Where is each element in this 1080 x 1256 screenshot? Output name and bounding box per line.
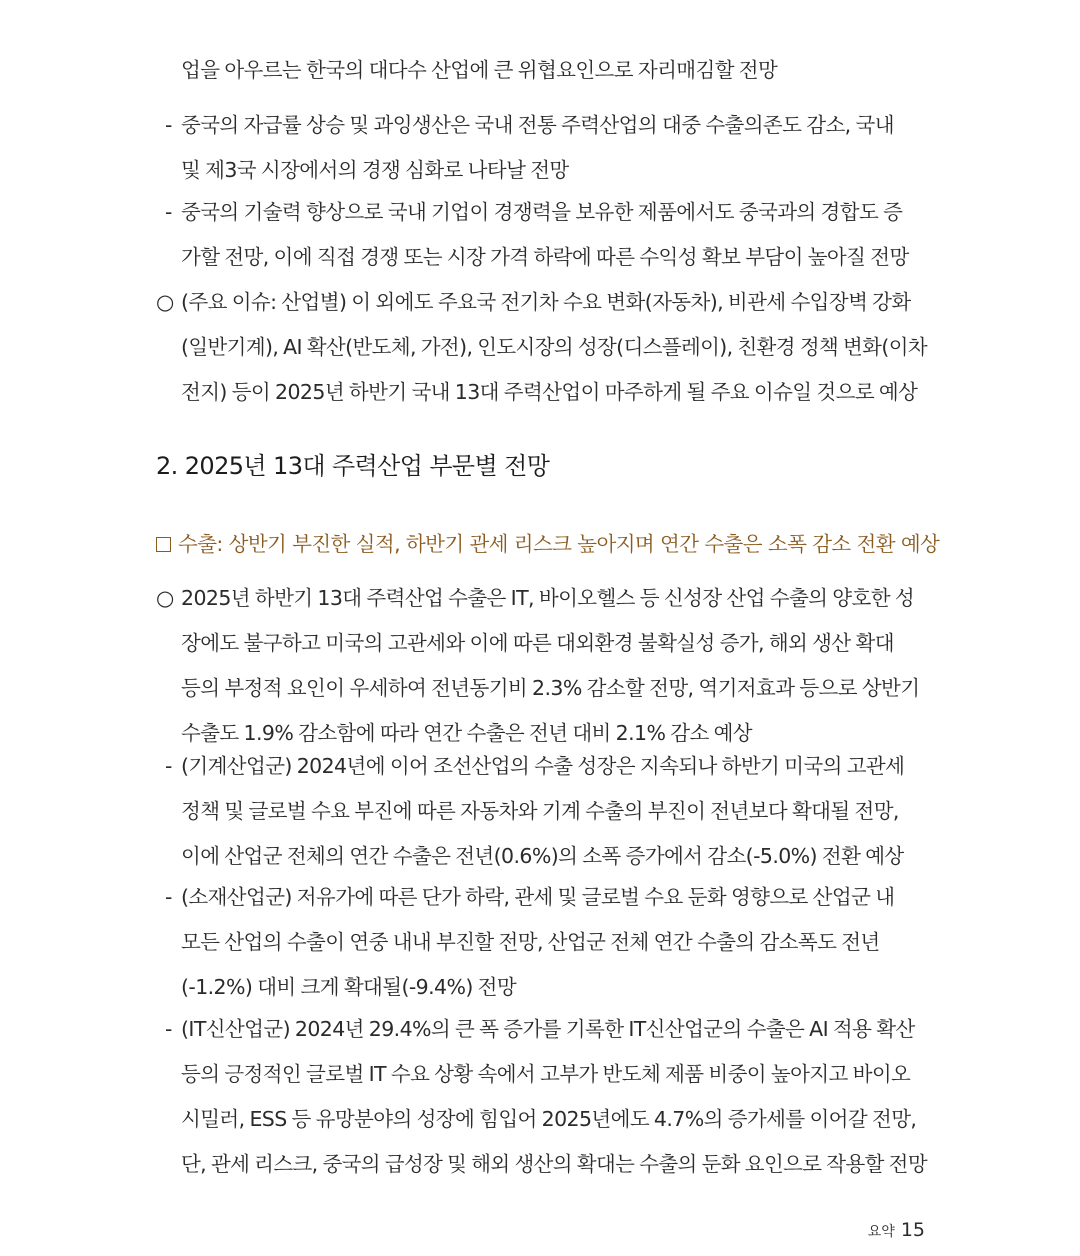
text-line: (일반기계), AI 확산(반도체, 가전), 인도시장의 성장(디스플레이), 친환경 정책 변화(이차 [181,335,927,359]
footer-section-label: 요약 [867,1224,895,1240]
page-footer [868,1219,925,1241]
text-line: 등의 긍정적인 글로벌 IT 수요 상황 속에서 고부가 반도체 제품 비중이 높아지고 바이오 [181,1062,911,1086]
text-line: (소재산업군) 저유가에 따른 단가 하락, 관세 및 글로벌 수요 둔화 영향으로 산업군 내 [181,885,895,909]
text-line: 단, 관세 리스크, 중국의 급성장 및 해외 생산의 확대는 수출의 둔화 요인으로 작용할 전망 [181,1152,927,1176]
dash-bullet-paragraph [0,190,1080,280]
circle-bullet-paragraph [0,576,1080,756]
text-line: 이에 산업군 전체의 연간 수출은 전년(0.6%)의 소폭 증가에서 감소(-5.0%) 전환 예상 [181,844,904,868]
dash-marker: - [165,1017,172,1041]
circle-marker: ○ [156,586,174,610]
text-line: 시밀러, ESS 등 유망분야의 성장에 힘입어 2025년에도 4.7%의 증가세를 이어갈 전망, [181,1107,917,1131]
text-line: 정책 및 글로벌 수요 부진에 따른 자동차와 기계 수출의 부진이 전년보다 확대될 전망, [181,799,899,823]
dash-bullet-paragraph [0,1007,1080,1187]
text-line: (기계산업군) 2024년에 이어 조선산업의 수출 성장은 지속되나 하반기 미국의 고관세 [181,754,905,778]
dash-marker: - [165,200,172,224]
page-number: 15 [900,1219,925,1241]
continuation-paragraph [0,48,1080,93]
text-line: 가할 전망, 이에 직접 경쟁 또는 시장 가격 하락에 따른 수익성 확보 부담이 높아질 전망 [181,245,909,269]
dash-bullet-paragraph [0,744,1080,879]
text-line: 중국의 기술력 향상으로 국내 기업이 경쟁력을 보유한 제품에서도 중국과의 경합도 증 [181,200,903,224]
text-line: 업을 아우르는 한국의 대다수 산업에 큰 위협요인으로 자리매김할 전망 [181,58,778,82]
dash-bullet-paragraph [0,875,1080,1010]
text-line: 중국의 자급률 상승 및 과잉생산은 국내 전통 주력산업의 대중 수출의존도 감소, 국내 [181,113,894,137]
text-line: 장에도 불구하고 미국의 고관세와 이에 따른 대외환경 불확실성 증가, 해외 생산 확대 [181,631,894,655]
text-line: (IT신산업군) 2024년 29.4%의 큰 폭 증가를 기록한 IT신산업군의 수출은 AI 적용 확산 [181,1017,915,1041]
text-line: 및 제3국 시장에서의 경쟁 심화로 나타날 전망 [181,158,569,182]
circle-bullet-paragraph [0,280,1080,415]
dash-marker: - [165,113,172,137]
text-line: 2025년 하반기 13대 주력산업 수출은 IT, 바이오헬스 등 신성장 산업 수출의 양호한 성 [181,586,915,610]
text-line: 수출도 1.9% 감소함에 따라 연간 수출은 전년 대비 2.1% 감소 예상 [181,721,752,745]
box-heading-text: 수출: 상반기 부진한 실적, 하반기 관세 리스크 높아지며 연간 수출은 소폭 감소 전환 예상 [178,532,940,556]
dash-bullet-paragraph [0,103,1080,193]
checkbox-square-icon [156,537,171,552]
text-line: (주요 이슈: 산업별) 이 외에도 주요국 전기차 수요 변화(자동차), 비관세 수입장벽 강화 [181,290,911,314]
text-line: 등의 부정적 요인이 우세하여 전년동기비 2.3% 감소할 전망, 역기저효과 등으로 상반기 [181,676,920,700]
text-line: (-1.2%) 대비 크게 확대될(-9.4%) 전망 [181,975,517,999]
dash-marker: - [165,885,172,909]
text-line: 모든 산업의 수출이 연중 내내 부진할 전망, 산업군 전체 연간 수출의 감소폭도 전년 [181,930,880,954]
text-line: 전지) 등이 2025년 하반기 국내 13대 주력산업이 마주하게 될 주요 이슈일 것으로 예상 [181,380,918,404]
circle-marker: ○ [156,290,174,314]
dash-marker: - [165,754,172,778]
box-heading [156,524,939,564]
section-heading: 2. 2025년 13대 주력산업 부문별 전망 [156,452,550,480]
